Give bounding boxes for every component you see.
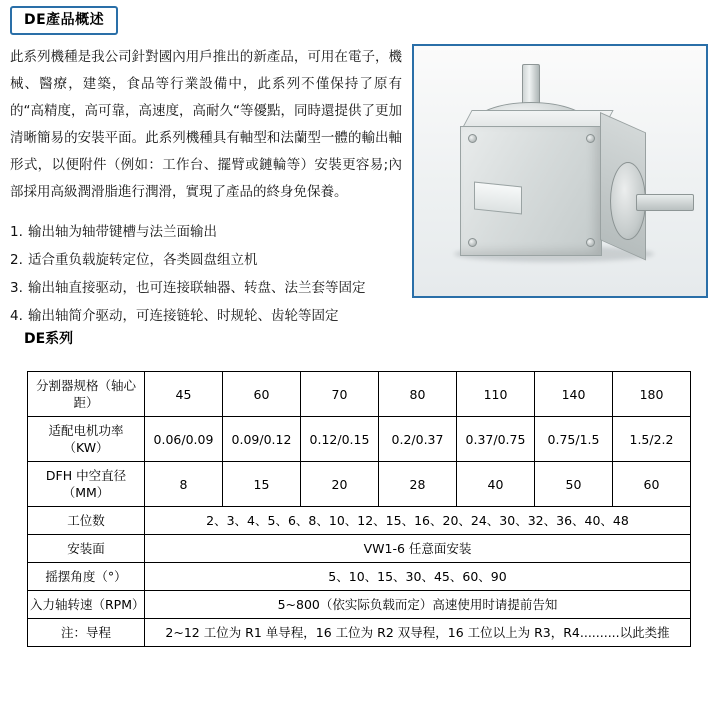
list-item xyxy=(10,218,440,246)
table-cell: VW1-6 任意面安装 xyxy=(145,535,691,563)
table-row xyxy=(28,535,691,563)
output-shaft-horizontal xyxy=(636,194,694,211)
table-cell: 0.37/0.75 xyxy=(457,417,535,462)
table-row xyxy=(28,591,691,619)
list-item-label: 输出轴直接驱动，也可连接联轴器、转盘、法兰套等固定 xyxy=(28,280,366,296)
row-header: 适配电机功率（KW） xyxy=(28,417,145,462)
row-header: 分割器规格（轴心距） xyxy=(28,372,145,417)
bolt-icon xyxy=(586,238,595,247)
table-cell: 60 xyxy=(613,462,691,507)
table-cell: 20 xyxy=(301,462,379,507)
table-row xyxy=(28,563,691,591)
feature-list xyxy=(10,218,440,330)
series-heading: DE系列 xyxy=(24,331,74,347)
list-item-label: 输出轴简介驱动，可连接链轮、时规轮、齿轮等固定 xyxy=(28,308,339,324)
table-cell: 110 xyxy=(457,372,535,417)
page-title: DE產品概述 xyxy=(10,6,118,35)
table-row xyxy=(28,417,691,462)
table-row xyxy=(28,372,691,417)
table-row xyxy=(28,619,691,647)
table-cell: 180 xyxy=(613,372,691,417)
product-image xyxy=(412,44,708,298)
row-header: 工位数 xyxy=(28,507,145,535)
row-header: 安装面 xyxy=(28,535,145,563)
product-image-canvas xyxy=(414,46,706,296)
table-row xyxy=(28,507,691,535)
row-header: 注：导程 xyxy=(28,619,145,647)
table-cell: 0.12/0.15 xyxy=(301,417,379,462)
row-header: 入力轴转速（RPM） xyxy=(28,591,145,619)
list-item-number: 2. xyxy=(10,252,23,268)
table-cell: 5、10、15、30、45、60、90 xyxy=(145,563,691,591)
table-cell: 1.5/2.2 xyxy=(613,417,691,462)
table-cell: 70 xyxy=(301,372,379,417)
list-item xyxy=(10,246,440,274)
table-cell: 40 xyxy=(457,462,535,507)
table-cell: 0.06/0.09 xyxy=(145,417,223,462)
table-cell: 8 xyxy=(145,462,223,507)
table-cell: 2~12 工位为 R1 单导程，16 工位为 R2 双导程，16 工位以上为 R3，R4..........以此类推 xyxy=(145,619,691,647)
table-cell: 0.09/0.12 xyxy=(223,417,301,462)
nameplate-label xyxy=(474,181,522,214)
table-cell: 60 xyxy=(223,372,301,417)
spec-table xyxy=(27,371,691,647)
table-cell: 0.75/1.5 xyxy=(535,417,613,462)
table-cell: 28 xyxy=(379,462,457,507)
bolt-icon xyxy=(468,134,477,143)
list-item-label: 输出轴为轴带键槽与法兰面输出 xyxy=(28,224,217,240)
list-item xyxy=(10,302,440,330)
table-cell: 5~800（依实际负载而定）高速使用时请提前告知 xyxy=(145,591,691,619)
spec-table-wrapper xyxy=(27,371,691,647)
table-cell: 45 xyxy=(145,372,223,417)
bolt-icon xyxy=(586,134,595,143)
table-cell: 0.2/0.37 xyxy=(379,417,457,462)
row-header: DFH 中空直径（MM） xyxy=(28,462,145,507)
list-item xyxy=(10,274,440,302)
table-cell: 50 xyxy=(535,462,613,507)
intro-paragraph: 此系列機種是我公司針對國內用戶推出的新產品，可用在電子，機械、醫療，建築，食品等行業設備中，此系列不僅保持了原有的“高精度，高可靠，高速度，高耐久“等優點，同時還提供了更加清晰簡易的安裝平面。此系列機種具有軸型和法蘭型一體的輸出軸形式，以便附件（例如：工作台、擺臂或鏈輪等）安裝更容易;內部採用高級潤滑脂進行潤滑，實現了產品的終身免保養。 xyxy=(10,49,402,200)
list-item-number: 1. xyxy=(10,224,23,240)
list-item-number: 4. xyxy=(10,308,23,324)
table-cell: 15 xyxy=(223,462,301,507)
table-cell: 80 xyxy=(379,372,457,417)
list-item-number: 3. xyxy=(10,280,23,296)
row-header: 摇摆角度（°） xyxy=(28,563,145,591)
table-cell: 140 xyxy=(535,372,613,417)
table-cell: 2、3、4、5、6、8、10、12、15、16、20、24、30、32、36、40、48 xyxy=(145,507,691,535)
bolt-icon xyxy=(468,238,477,247)
table-row xyxy=(28,462,691,507)
list-item-label: 适合重负载旋转定位，各类圆盘组立机 xyxy=(28,252,258,268)
